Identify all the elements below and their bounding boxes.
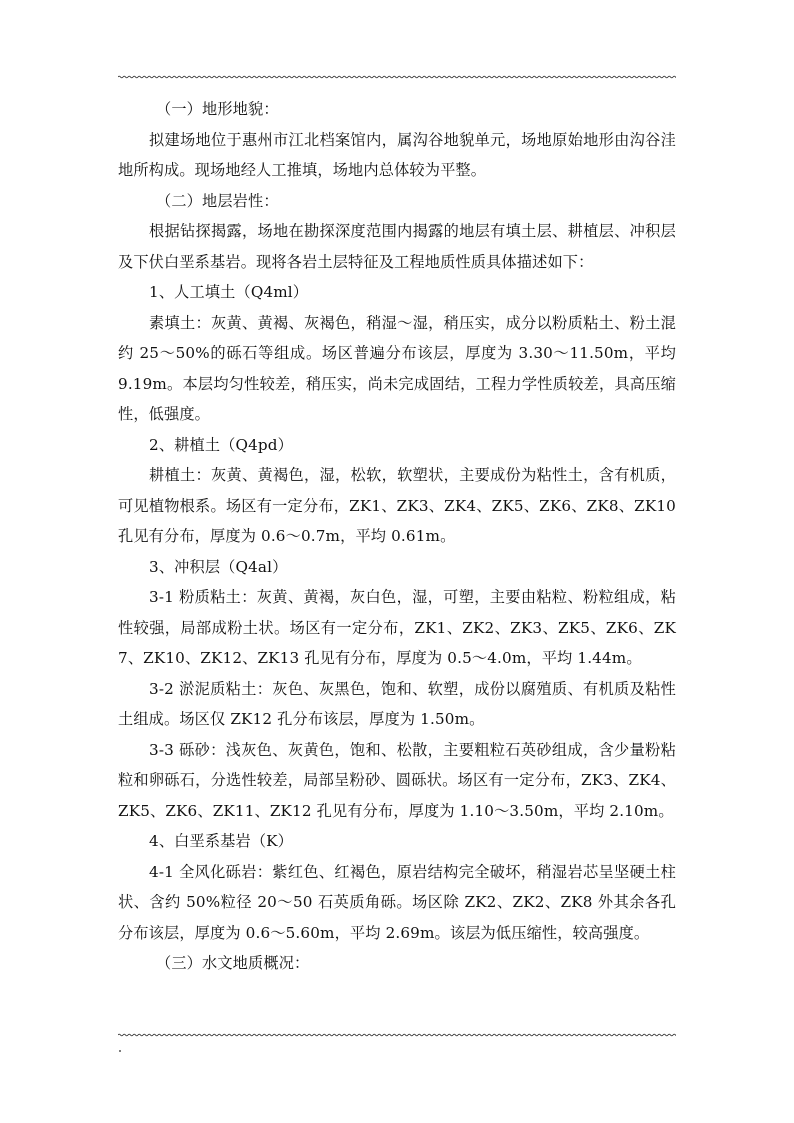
subheading-fill-soil: 1、人工填土（Q4ml）: [149, 283, 309, 301]
paragraph-terrain-desc: 拟建场地位于惠州市江北档案馆内，属沟谷地貌单元，场地原始地形由沟谷洼地所构成。现场地经人工推填，场地内总体较为平整。: [118, 130, 676, 179]
paragraph-topsoil: 耕植土：灰黄、黄褐色，湿，松软，软塑状，主要成份为粘性土，含有机质，可见植物根系。场区有一定分布，ZK1、ZK3、ZK4、ZK5、ZK6、ZK8、ZK10 孔见有分布，厚度为 0.6～0.7m，平均 0.61m。: [118, 466, 676, 545]
section-heading-terrain: （一）地形地貌：: [156, 100, 279, 118]
section-heading-strata: （二）地层岩性：: [156, 191, 279, 210]
paragraph-gravel-sand: 3-3 砾砂：浅灰色、灰黄色，饱和、松散，主要粗粒石英砂组成，含少量粉粘粒和卵砾石，分选性较差，局部呈粉砂、圆砾状。场区有一定分布，ZK3、ZK4、ZK5、ZK6、ZK11、ZK12 孔见有分布，厚度为 1.10～3.50m，平均 2.10m。: [118, 740, 676, 820]
paragraph-silty-clay: 3-1 粉质粘土：灰黄、黄褐，灰白色，湿，可塑，主要由粘粒、粉粒组成，粘性较强，局部成粉土状。场区有一定分布，ZK1、ZK2、ZK3、ZK5、ZK6、ZK7、ZK10、ZK12、ZK13 孔见有分布，厚度为 0.5～4.0m，平均 1.44m。: [118, 588, 676, 667]
paragraph-mucky-clay: 3-2 淤泥质粘土：灰色、灰黑色，饱和、软塑，成份以腐殖质、有机质及粘性土组成。场区仅 ZK12 孔分布该层，厚度为 1.50m。: [118, 679, 676, 728]
subheading-topsoil: 2、耕植土（Q4pd）: [149, 435, 293, 454]
footer-wave-rule: [118, 1032, 676, 1038]
paragraph-fill-soil: 素填土：灰黄、黄褐、灰褐色，稍湿～湿，稍压实，成分以粉质粘土、粉土混约 25～50%的砾石等组成。场区普遍分布该层，厚度为 3.30～11.50m，平均 9.19m。本层均匀性较差，稍压实，尚未完成固结，工程力学性质较差，具高压缩性，低强度。: [118, 313, 676, 423]
footer-dot: [119, 1050, 121, 1052]
wave-line: [118, 1034, 676, 1036]
subheading-alluvium: 3、冲积层（Q4al）: [149, 557, 288, 576]
paragraph-weathered-conglomerate: 4-1 全风化砾岩：紫红色、红褐色，原岩结构完全破坏，稍湿岩芯呈坚硬土柱状、含约 50%粒径 20～50 石英质角砾。场区除 ZK2、ZK2、ZK8 外其余各孔分布该层，厚度为 0.6～5.60m，平均 2.69m。该层为低压缩性，较高强度。: [118, 862, 676, 942]
document-body: [118, 94, 676, 979]
header-wave-rule: [118, 74, 676, 80]
section-heading-hydrogeology: （三）水文地质概况：: [156, 954, 310, 972]
wave-line: [118, 76, 676, 78]
paragraph-strata-intro: 根据钻探揭露，场地在勘探深度范围内揭露的地层有填土层、耕植层、冲积层及下伏白垩系基岩。现将各岩土层特征及工程地质性质具体描述如下：: [118, 222, 676, 271]
subheading-cretaceous-bedrock: 4、白垩系基岩（K）: [149, 832, 294, 850]
